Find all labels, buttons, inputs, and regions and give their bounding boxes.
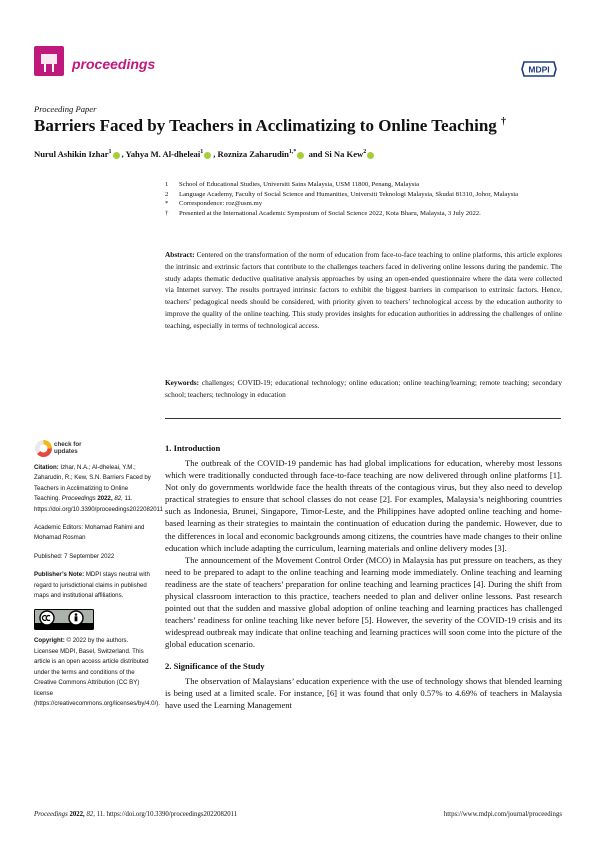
article-title-text: Barriers Faced by Teachers in Acclimatizing to Online Teaching	[34, 116, 497, 135]
section-heading: 1. Introduction	[165, 443, 221, 453]
check-updates-line1: check for	[54, 441, 82, 448]
author-affil-mark: 1	[108, 149, 112, 156]
paragraph: The observation of Malaysians’ education experience with the use of technology shows that blended learning is being used at a limited scale. For instance, [6] it was found that only 0.57% to 4.69% of teachers in Malaysia have used the Learning Management	[165, 675, 562, 710]
author-name[interactable]: Si Na Kew	[324, 149, 364, 159]
title-footnote-mark: †	[501, 116, 507, 128]
abstract-text: Centered on the transformation of the norm of education from face-to-face teaching to online platforms, this article explores the intrinsic and extrinsic factors that contribute to the challenges teachers faced in delivering online lessons during the pandemic. The study adapts thematic deductive qualitative analysis approaches by using an open-ended questionnaire where the data were collected via Internet survey. The results portrayed intrinsic factors to exhibit the biggest barriers in comparison to extrinsic factors. Hence, teachers’ pedagogical needs should be considered, with priority given to teachers’ technological access by the education authority to improve the quality of the online teaching. This study provides insights for education authorities in addressing the challenges of online teaching, especially in terms of technological access.	[165, 250, 563, 330]
author-list: Nurul Ashikin Izhar$^1$ , Yahya M. Al-dheleai$^1$ , Rozniza Zaharudin$^{1,*}$ and Si Na Kew$^2$	[34, 149, 376, 159]
journal-logo	[34, 46, 64, 76]
abstract	[165, 249, 562, 332]
affiliations	[165, 180, 561, 218]
mdpi-logo-text: MDPI	[528, 64, 550, 75]
cc-by-license-icon[interactable]	[34, 609, 94, 630]
affiliation-item: 2 Language Academy, Faculty of Social Science and Humanities, Universiti Teknologi Malaysia, Skudai 81310, Johor, Malaysia	[165, 190, 519, 198]
section-divider	[165, 418, 561, 419]
orcid-icon[interactable]	[367, 152, 374, 159]
orcid-icon[interactable]	[113, 152, 120, 159]
abstract-label: Abstract:	[165, 250, 195, 259]
article-title	[34, 116, 506, 136]
conference-note: † Presented at the International Academic Symposium of Social Science 2022, Kota Bharu, Malaysia, 3 July 2022.	[165, 209, 481, 217]
journal-name: proceedings	[72, 56, 156, 72]
author-affil-mark: 1,*	[288, 149, 297, 156]
author-name[interactable]: Nurul Ashikin Izhar	[34, 149, 109, 159]
footer-citation: Proceedings 2022, 82, 11. https://doi.org/10.3390/proceedings2022082011	[34, 811, 238, 818]
affiliation-item: 1 School of Educational Studies, Universiti Sains Malaysia, USM 11800, Penang, Malaysia	[165, 181, 420, 188]
author-name[interactable]: Rozniza Zaharudin	[217, 149, 289, 159]
published-date: Published: 7 September 2022	[34, 552, 115, 560]
check-for-updates-button[interactable]	[34, 439, 104, 459]
academic-editors: Academic Editors: Mohamad Rahimi and Mohamad Rosman	[34, 524, 145, 542]
paragraph: The outbreak of the COVID-19 pandemic has had global implications for education, whereby most lessons which were traditionally conducted through face-to-face teaching are now delivered through online platforms [1]. Not only do governments worldwide face the health threats of the contagious virus, but they also need to develop practical strategies to ensure that school classes do not cease [2]. For examples, Malaysia’s neighboring countries such as Indonesia, Brunei, Singapore, Timor-Leste, and the Philippines have adopted online teaching and home-based learning as their strategies to maintain the continuation of education during the pandemic. However, due to the differences in local and economic backgrounds among citizens, the countries have made changes to their online education which include adapting the curriculum, learning materials and online delivery modes [3].	[165, 458, 562, 553]
author-affil-mark: 1	[200, 149, 204, 156]
author-affil-mark: 2	[363, 149, 367, 156]
page-footer	[34, 811, 562, 818]
publisher-note: Publisher’s Note: MDPI stays neutral with regard to jurisdictional claims in published maps and institutional affiliations.	[34, 571, 150, 600]
copyright-block: Copyright: © 2022 by the authors. Licensee MDPI, Basel, Switzerland. This article is an open access article distributed under the terms and conditions of the Creative Commons Attribution (CC BY) license (https://creativecommons.org/licenses/by/4.0/).	[34, 637, 160, 707]
article-body	[165, 439, 562, 711]
citation-doi[interactable]: 11. https://doi.org/10.3390/proceedings2022082011	[34, 495, 163, 513]
footer-journal-url[interactable]: https://www.mdpi.com/journal/proceedings	[443, 811, 562, 818]
keywords-label: Keywords:	[165, 378, 200, 387]
orcid-icon[interactable]	[204, 152, 211, 159]
footer-doi[interactable]: 11. https://doi.org/10.3390/proceedings2022082011	[96, 811, 238, 818]
paragraph: The announcement of the Movement Control Order (MCO) in Malaysia has put pressure on teachers, as they need to be prepared to adapt to the online teaching and learning mode immediately. Online teaching and learning readiness are the state of teachers’ preparation for online teaching and learning practices [4]. During the shift from physical classroom interaction to this practice, teachers needed to plan and deliver online lessons. Past research pointed out that the sudden and massive global adoption of online teaching and learning practices has challenged teachers’ readiness for online teaching like never before [5]. However, the severity of the COVID-19 crisis and its widespread outbreak may indicate that online teaching and learning practices will soon come into the picture of the global education scenario.	[165, 554, 562, 650]
check-updates-line2: updates	[54, 448, 78, 455]
check-updates-icon	[34, 439, 53, 458]
mdpi-logo	[521, 59, 557, 79]
correspondence: * Correspondence: roz@usm.my	[165, 200, 263, 208]
keywords-text: challenges; COVID-19; educational technology; online education; online teaching/learning; remote teaching; secondary school; teachers; technology in education	[165, 378, 562, 399]
citation-block: Citation: Izhar, N.A.; Al-dheleai, Y.M.; Zaharudin, R.; Kew, S.N. Barriers Faced by Teachers in Acclimatizing to Online Teaching. Proceedings 2022, 82, 11. https://doi.org/10.3390/proceedings2022082011	[34, 464, 163, 513]
article-sidebar	[34, 463, 163, 717]
orcid-icon[interactable]	[297, 152, 304, 159]
keywords	[165, 377, 562, 401]
section-heading: 2. Significance of the Study	[165, 660, 265, 671]
author-name[interactable]: Yahya M. Al-dheleai	[125, 149, 201, 159]
article-type: Proceeding Paper	[34, 104, 97, 114]
